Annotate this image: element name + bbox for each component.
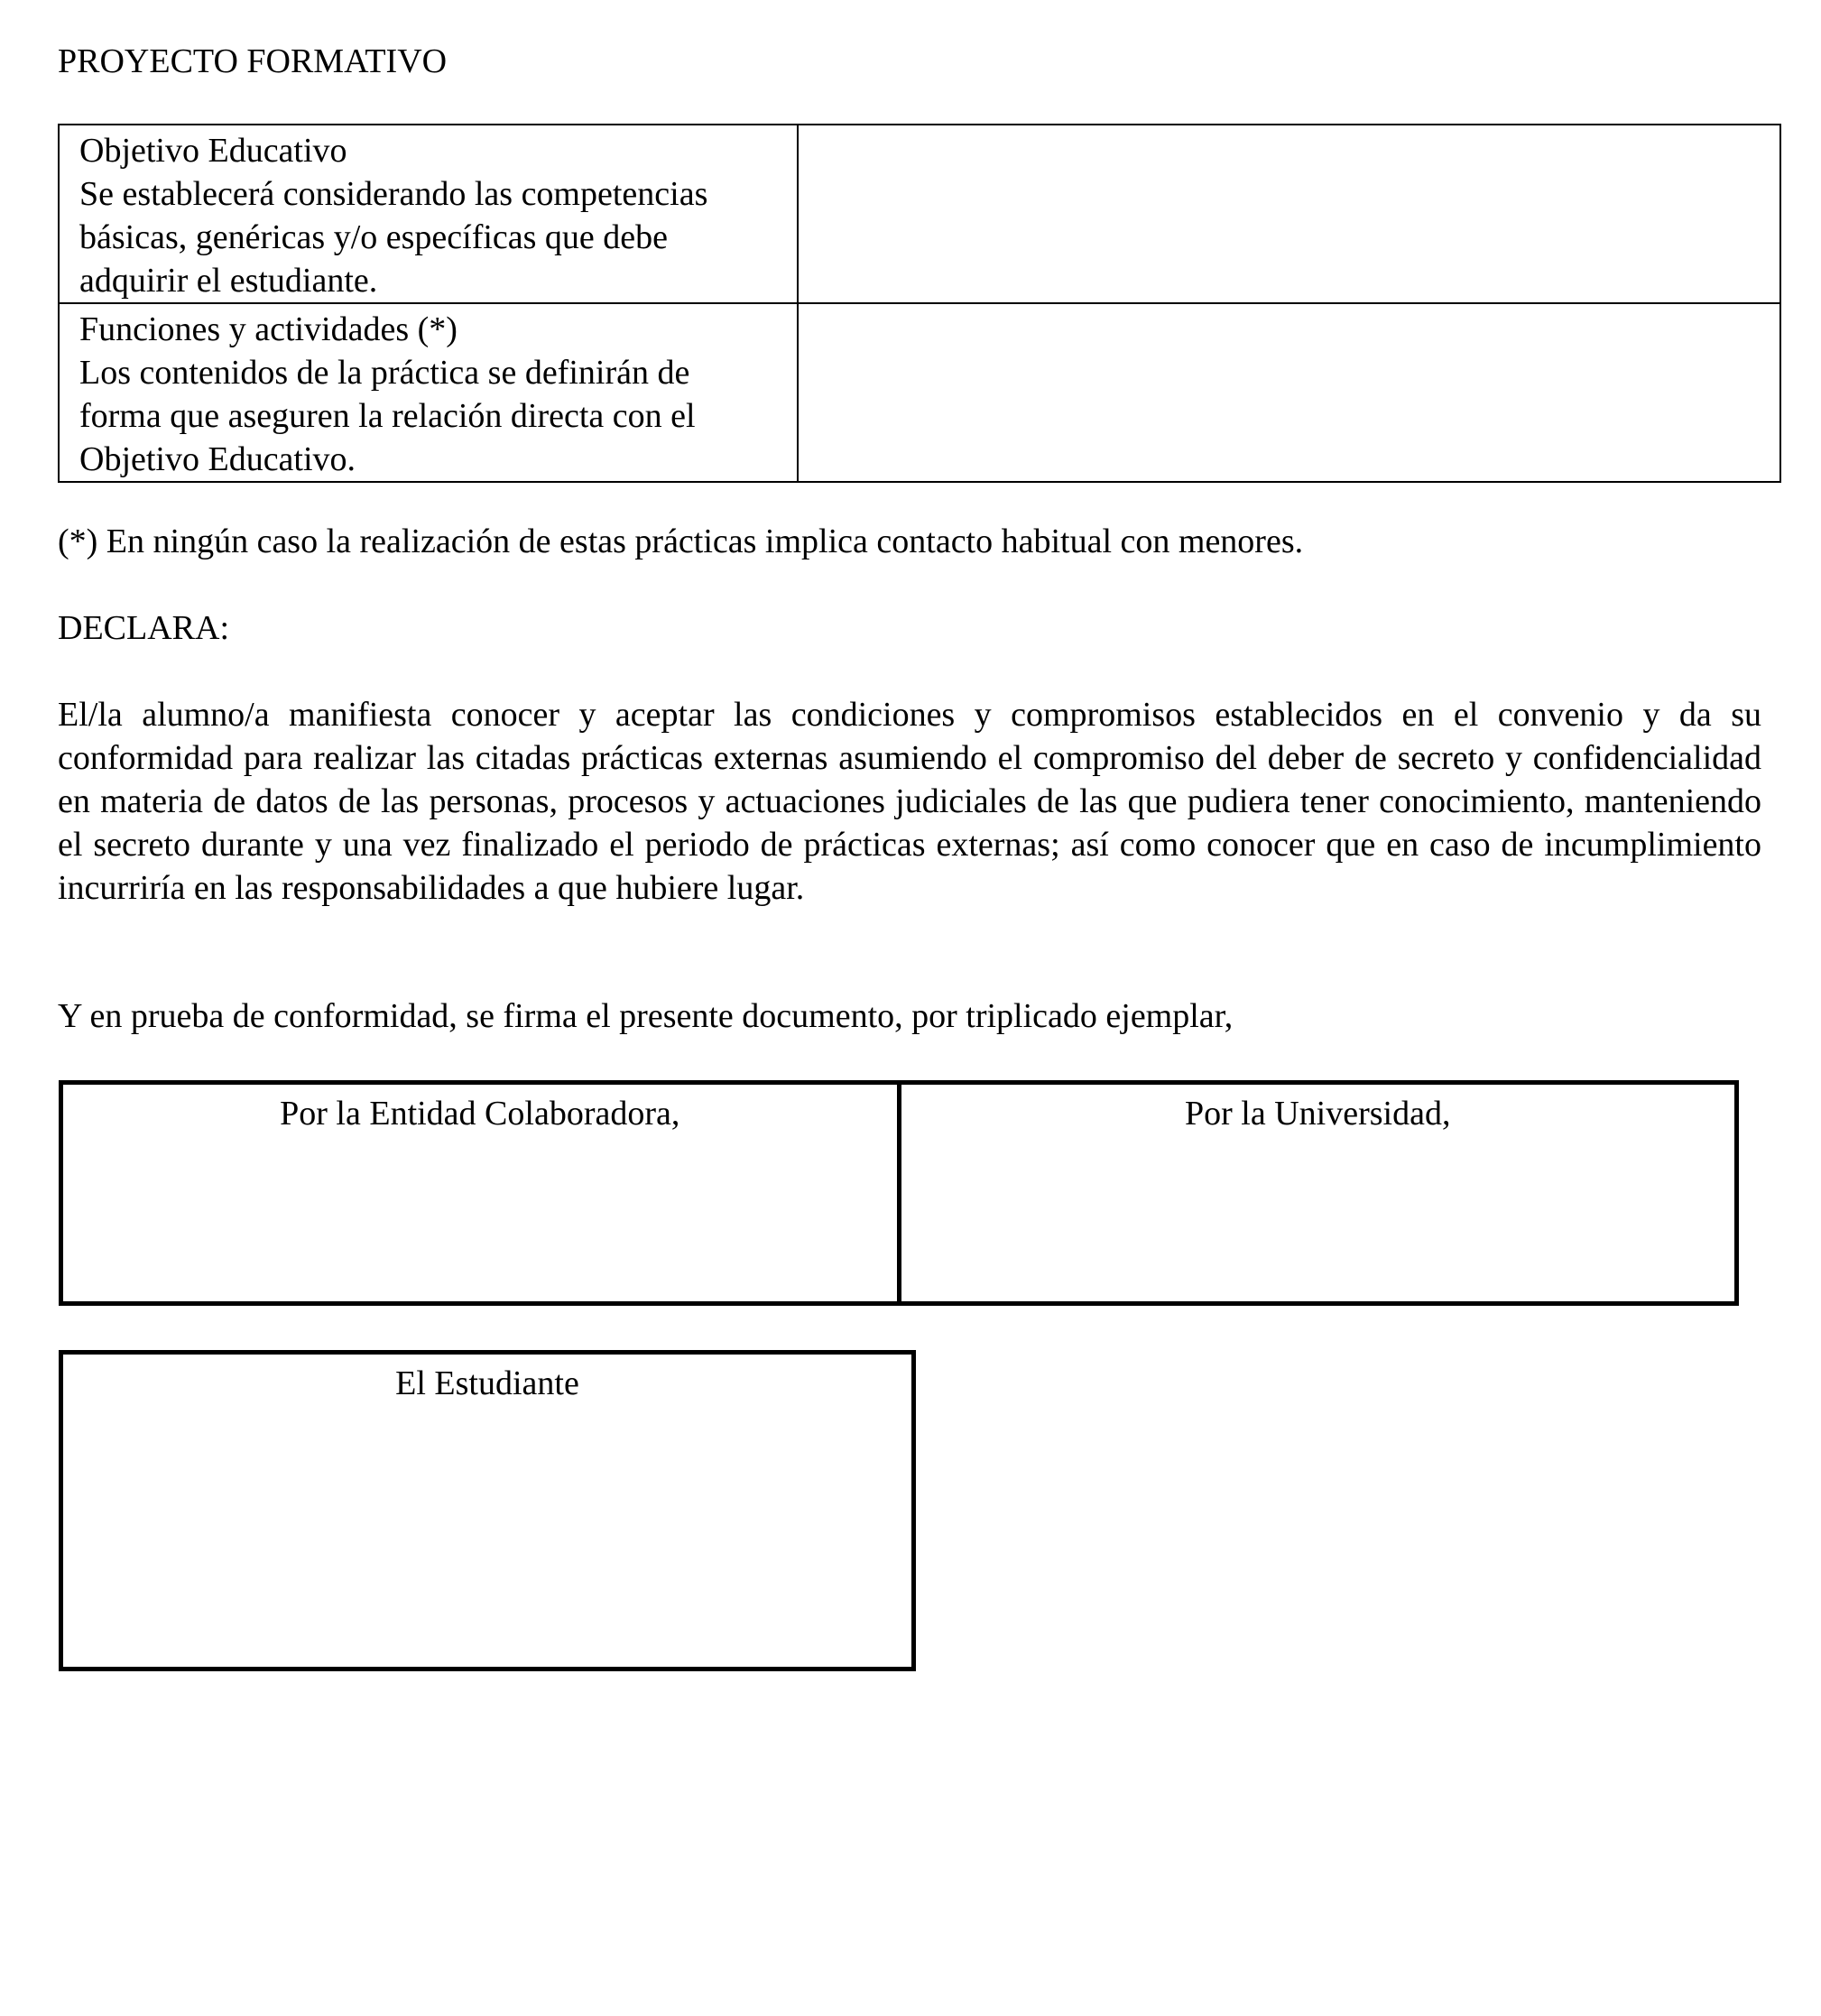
objective-value-cell[interactable] bbox=[798, 125, 1780, 303]
footnote: (*) En ningún caso la realización de estas prácticas implica contacto habitual con menores. bbox=[58, 522, 1304, 560]
student-signature-box: El Estudiante bbox=[59, 1350, 916, 1671]
functions-value-cell[interactable] bbox=[798, 303, 1780, 482]
functions-label-cell bbox=[59, 303, 798, 482]
declaration-paragraph: El/la alumno/a manifiesta conocer y aceptar las condiciones y compromisos establecidos en el convenio y da su conformidad para realizar las citadas prácticas externas asumiendo el compromiso del deber de secreto y confidencialidad en materia de datos de las personas, procesos y actuaciones judiciales de las que pudiera tener conocimiento, manteniendo el secreto durante y una vez finalizado el periodo de prácticas externas; así como conocer que en caso de incumplimiento incurriría en las responsabilidades a que hubiere lugar. bbox=[58, 696, 1761, 907]
objective-description: Se establecerá considerando las competencias básicas, genéricas y/o específicas que debe adquirir el estudiante. bbox=[79, 175, 708, 300]
closing-statement: Y en prueba de conformidad, se firma el presente documento, por triplicado ejemplar, bbox=[58, 997, 1234, 1035]
objective-label-cell bbox=[59, 125, 798, 303]
document-title: PROYECTO FORMATIVO bbox=[58, 42, 448, 80]
university-signature-box: Por la Universidad, bbox=[897, 1085, 1735, 1301]
table-row bbox=[59, 303, 1780, 482]
functions-description: Los contenidos de la práctica se definirán de forma que aseguren la relación directa con el Objetivo Educativo. bbox=[79, 354, 696, 478]
table-row bbox=[59, 125, 1780, 303]
signature-table bbox=[59, 1080, 1739, 1306]
objective-heading: Objetivo Educativo bbox=[79, 132, 347, 170]
entity-signature-box: Por la Entidad Colaboradora, bbox=[280, 1095, 680, 1133]
functions-heading: Funciones y actividades (*) bbox=[79, 310, 458, 348]
project-table bbox=[58, 124, 1781, 483]
declara-heading: DECLARA: bbox=[58, 609, 229, 647]
